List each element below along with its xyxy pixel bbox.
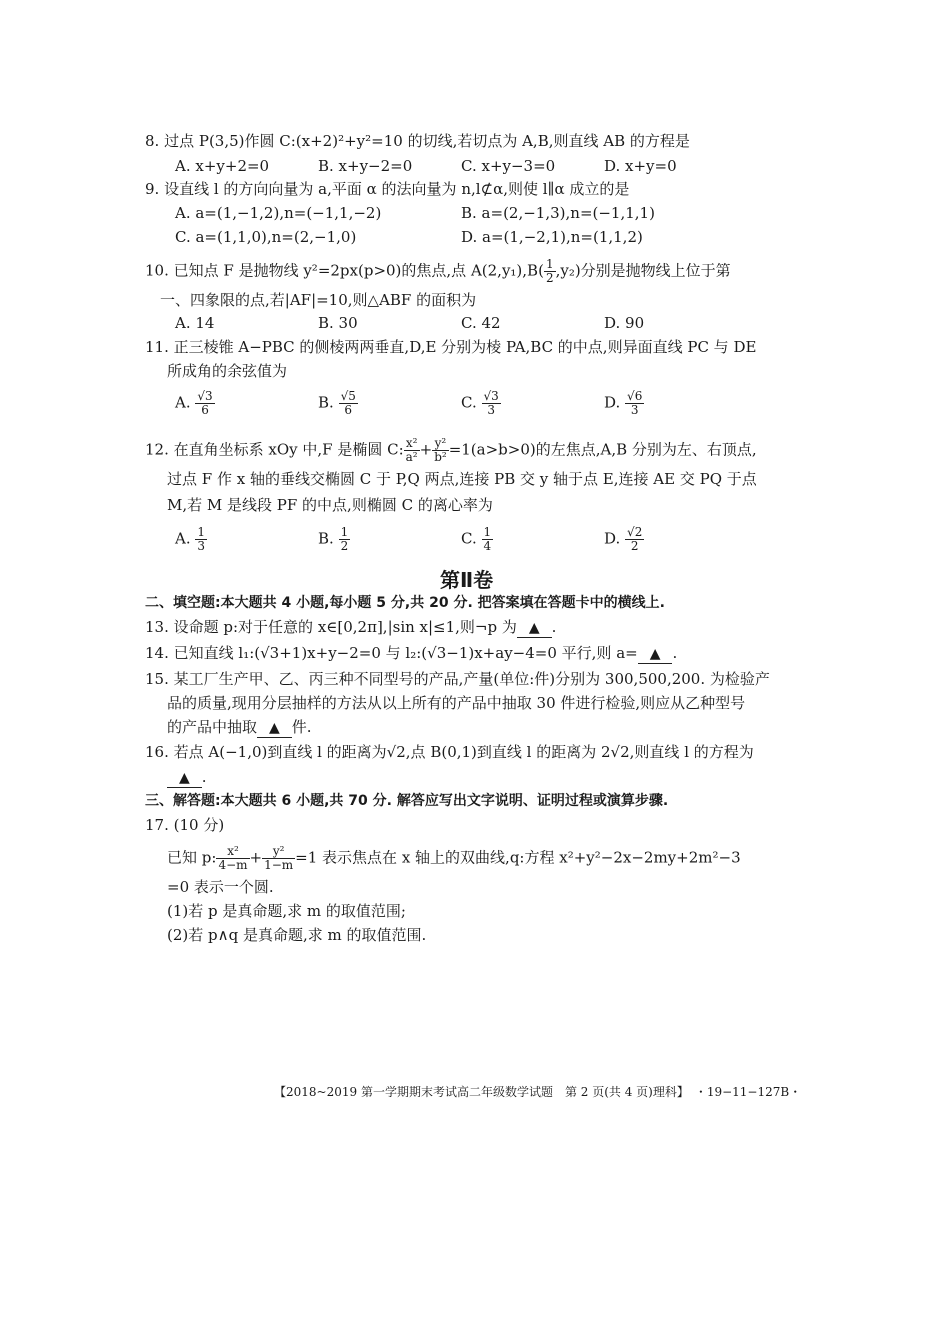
q15-answer-blank: ▲ [257,719,292,738]
denominator: 3 [630,403,639,417]
denominator: 2 [340,539,349,553]
q12-stem-line3: M,若 M 是线段 PF 的中点,则椭圆 C 的离心率为 [167,496,493,514]
q17-text-post: =1 表示焦点在 x 轴上的双曲线,q:方程 x²+y²−2x−2my+2m²−3 [295,848,741,867]
part3-heading: 三、解答题:本大题共 6 小题,共 70 分. 解答应写出文字说明、证明过程或演算步骤. [145,793,669,809]
q12-stem-part2: =1(a>b>0)的左焦点,A,B 分别为左、右顶点, [448,440,757,459]
q9-option-b: B. a=(2,−1,3),n=(−1,1,1) [461,204,655,222]
q9-option-c: C. a=(1,1,0),n=(2,−1,0) [175,228,357,246]
q17-line2: =0 表示一个圆. [167,878,274,896]
q16-answer-blank: ▲ [167,769,202,788]
numerator: 1 [197,525,206,539]
section2-title: 第Ⅱ卷 [440,568,494,592]
q10-stem-part2: ,y₂)分别是抛物线上位于第 [555,261,731,280]
q16-end: . [201,768,207,786]
q13 [145,618,556,638]
q10-stem-line1 [145,258,731,285]
q11-option-c-label: C. [461,393,477,412]
q8-stem: 8. 过点 P(3,5)作圆 C:(x+2)²+y²=10 的切线,若切点为 A,B,则直线 AB 的方程是 [145,132,690,150]
numerator: √3 [197,389,213,403]
q12-frac-y [432,437,449,464]
q10-option-c: C. 42 [461,314,501,332]
q11-option-b [318,390,358,417]
q10-option-a: A. 14 [175,314,215,332]
q12-option-c-frac [482,526,494,553]
numerator: x² [216,845,249,859]
q12-option-d-label: D. [604,529,621,548]
page-footer: 【2018~2019 第一学期期末考试高二年级数学试题 第 2 页(共 4 页)理科】 ・19−11−127B・ [274,1085,802,1099]
q8-option-d: D. x+y=0 [604,157,677,175]
q15-line2: 品的质量,现用分层抽样的方法从以上所有的产品中抽取 30 件进行检验,则应从乙种型号 [167,694,746,712]
q10-option-d: D. 90 [604,314,645,332]
q11-option-a [175,390,215,417]
q12-plus: + [419,440,433,459]
q14-end: . [672,644,678,662]
q15-line1: 15. 某工厂生产甲、乙、丙三种不同型号的产品,产量(单位:件)分别为 300,500,200. 为检验产 [145,670,770,688]
numerator: 1 [340,525,349,539]
denominator: 3 [197,539,206,553]
q8-option-a: A. x+y+2=0 [175,157,270,175]
numerator: √2 [627,525,643,539]
q8-option-b: B. x+y−2=0 [318,157,413,175]
q9-option-d: D. a=(1,−2,1),n=(1,1,2) [461,228,643,246]
q9-option-a: A. a=(1,−1,2),n=(−1,1,−2) [175,204,382,222]
q14-text: 14. 已知直线 l₁:(√3+1)x+y−2=0 与 l₂:(√3−1)x+ay−4=0 平行,则 a= [145,644,638,662]
q12-stem-part1: 12. 在直角坐标系 xOy 中,F 是椭圆 C: [145,440,404,459]
numerator: √6 [627,389,643,403]
q11-option-a-label: A. [175,393,191,412]
q11-stem-line2: 所成角的余弦值为 [167,362,288,380]
q17-text-pre: 已知 p: [167,848,217,867]
q13-text: 13. 设命题 p:对于任意的 x∈[0,2π],|sin x|≤1,则¬p 为 [145,618,517,636]
q12-option-a-label: A. [175,529,191,548]
q11-option-d-frac [625,390,644,417]
q12-option-a-frac [195,526,207,553]
q11-option-b-frac [339,390,358,417]
q14-answer-blank: ▲ [638,645,673,664]
q16-line2 [167,768,207,788]
q10-option-b: B. 30 [318,314,358,332]
q12-option-c-label: C. [461,529,477,548]
q10-stem-part1: 10. 已知点 F 是抛物线 y²=2px(p>0)的焦点,点 A(2,y₁),B( [145,261,544,280]
q10-fraction [544,258,556,285]
denominator: 4−m [218,858,248,872]
q17-frac-x [216,845,249,872]
q17-sub2: (2)若 p∧q 是真命题,求 m 的取值范围. [167,926,427,944]
q12-option-b [318,526,350,553]
q12-stem-line2: 过点 F 作 x 轴的垂线交椭圆 C 于 P,Q 两点,连接 PB 交 y 轴于点 E,连接 AE 交 PQ 于点 [167,470,757,488]
denominator: 6 [344,403,353,417]
numerator: √5 [340,389,356,403]
q11-option-d [604,390,644,417]
numerator: x² [404,437,420,451]
q14 [145,644,677,664]
q13-answer-blank: ▲ [517,619,552,638]
q17-line1 [167,845,741,872]
denominator: 2 [630,539,639,553]
denominator: 6 [201,403,209,417]
q11-option-c [461,390,501,417]
part2-heading: 二、填空题:本大题共 4 小题,每小题 5 分,共 20 分. 把答案填在答题卡中的横线上. [145,595,665,611]
q11-option-c-frac [482,390,501,417]
q15-line3 [167,718,312,738]
numerator: √3 [483,389,499,403]
q11-option-d-label: D. [604,393,621,412]
q11-option-a-frac [195,390,214,417]
q10-frac-denominator: 2 [545,271,554,285]
q12-option-a [175,526,207,553]
q12-stem-line1 [145,437,757,464]
q16-line1: 16. 若点 A(−1,0)到直线 l 的距离为√2,点 B(0,1)到直线 l 的距离为 2√2,则直线 l 的方程为 [145,743,754,761]
q12-option-c [461,526,493,553]
q11-stem-line1: 11. 正三棱锥 A−PBC 的侧棱两两垂直,D,E 分别为棱 PA,BC 的中点,则异面直线 PC 与 DE [145,338,757,356]
q17-frac-y [262,845,295,872]
numerator: 1 [483,525,492,539]
q12-option-b-frac [339,526,351,553]
q8-option-c: C. x+y−3=0 [461,157,556,175]
denominator: 1−m [264,858,294,872]
q10-frac-numerator: 1 [545,257,554,271]
denominator: b² [434,450,447,464]
q17-sub1: (1)若 p 是真命题,求 m 的取值范围; [167,902,406,920]
q10-stem-line2: 一、四象限的点,若|AF|=10,则△ABF 的面积为 [160,291,477,309]
numerator: y² [432,437,449,451]
q11-option-b-label: B. [318,393,334,412]
q15-end: 件. [291,718,312,736]
q12-option-b-label: B. [318,529,334,548]
q12-option-d [604,526,644,553]
q9-stem: 9. 设直线 l 的方向向量为 a,平面 α 的法向量为 n,l⊄α,则使 l∥α 成立的是 [145,180,630,198]
q12-frac-x [404,437,420,464]
denominator: 4 [483,539,492,553]
denominator: 3 [487,403,495,417]
numerator: y² [262,845,295,859]
q17-head: 17. (10 分) [145,816,225,834]
denominator: a² [405,450,418,464]
q15-text: 的产品中抽取 [167,718,258,736]
q12-option-d-frac [625,526,644,553]
q13-end: . [551,618,557,636]
q17-plus: + [249,848,263,867]
